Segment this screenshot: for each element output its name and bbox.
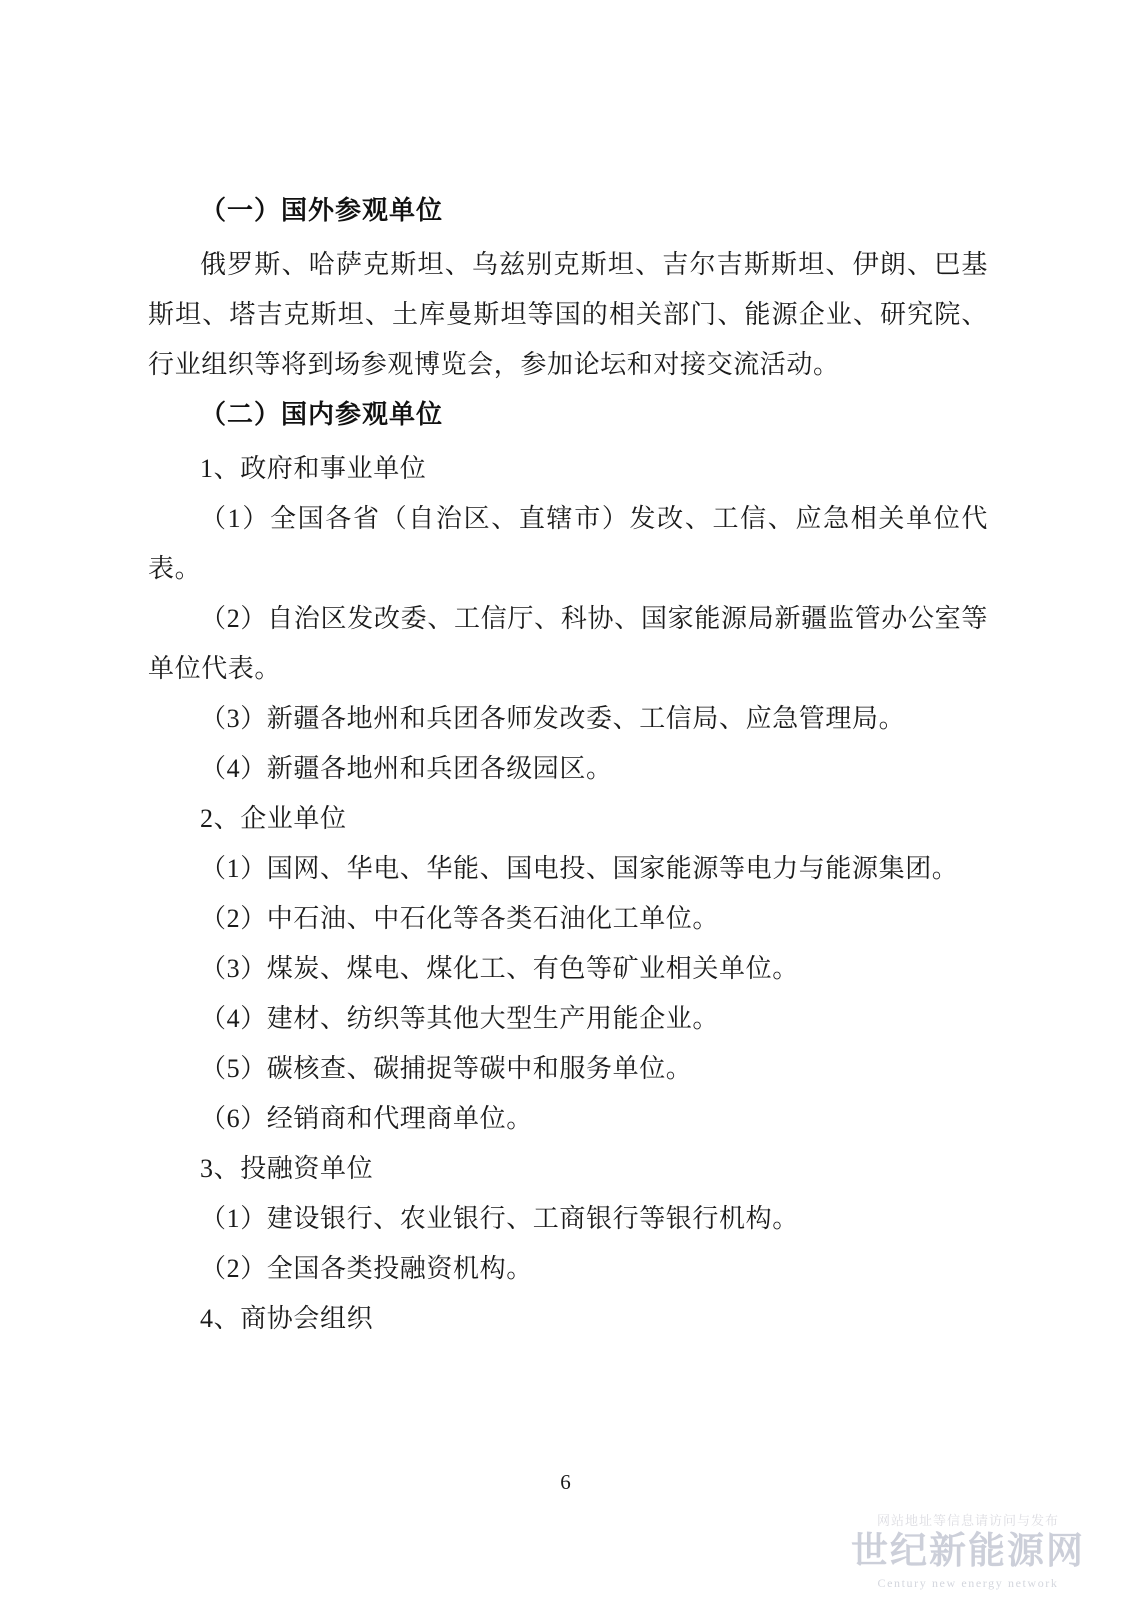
page-content	[148, 186, 988, 1344]
watermark-sub-text: Century new energy network	[877, 1576, 1059, 1590]
list-item-investment-financing-units: 3、投融资单位	[200, 1154, 374, 1183]
page-number: 6	[560, 1470, 571, 1494]
list-item-2-autonomous-region-units: （2）自治区发改委、工信厅、科协、国家能源局新疆监管办公室等单位代表。	[148, 604, 988, 683]
list-item-4-building-textile-units: （4）建材、纺织等其他大型生产用能企业。	[200, 1004, 720, 1033]
paragraph-foreign-visitors: 俄罗斯、哈萨克斯坦、乌兹别克斯坦、吉尔吉斯斯坦、伊朗、巴基斯坦、塔吉克斯坦、土库曼斯坦等国的相关部门、能源企业、研究院、行业组织等将到场参观博览会，参加论坛和对接交流活动。	[148, 250, 988, 379]
watermark	[833, 1512, 1103, 1592]
list-item-5-carbon-service-units: （5）碳核查、碳捕捉等碳中和服务单位。	[200, 1054, 693, 1083]
list-item-4-park-units: （4）新疆各地州和兵团各级园区。	[200, 754, 613, 783]
list-item-3-mining-units: （3）煤炭、煤电、煤化工、有色等矿业相关单位。	[200, 954, 799, 983]
list-item-3-prefecture-units: （3）新疆各地州和兵团各师发改委、工信局、应急管理局。	[200, 704, 906, 733]
list-item-government-units: 1、政府和事业单位	[200, 454, 427, 483]
list-item-2-petrochemical-units: （2）中石油、中石化等各类石油化工单位。	[200, 904, 720, 933]
list-item-2-investment-institutions: （2）全国各类投融资机构。	[200, 1254, 533, 1283]
list-item-1-bank-institutions: （1）建设银行、农业银行、工商银行等银行机构。	[200, 1204, 799, 1233]
list-item-1-power-energy-groups: （1）国网、华电、华能、国电投、国家能源等电力与能源集团。	[200, 854, 959, 883]
list-item-chamber-associations: 4、商协会组织	[200, 1304, 374, 1333]
list-item-1-provincial-representatives: （1）全国各省（自治区、直辖市）发改、工信、应急相关单位代表。	[148, 504, 988, 583]
watermark-faint-line: 网站地址等信息请访问与发布	[876, 1513, 1059, 1528]
section-heading-domestic-visitors: （二）国内参观单位	[200, 400, 444, 429]
list-item-enterprise-units: 2、企业单位	[200, 804, 347, 833]
watermark-main-text: 世纪新能源网	[851, 1531, 1085, 1572]
list-item-6-distributor-agent-units: （6）经销商和代理商单位。	[200, 1104, 533, 1133]
section-heading-foreign-visitors: （一）国外参观单位	[200, 196, 444, 225]
